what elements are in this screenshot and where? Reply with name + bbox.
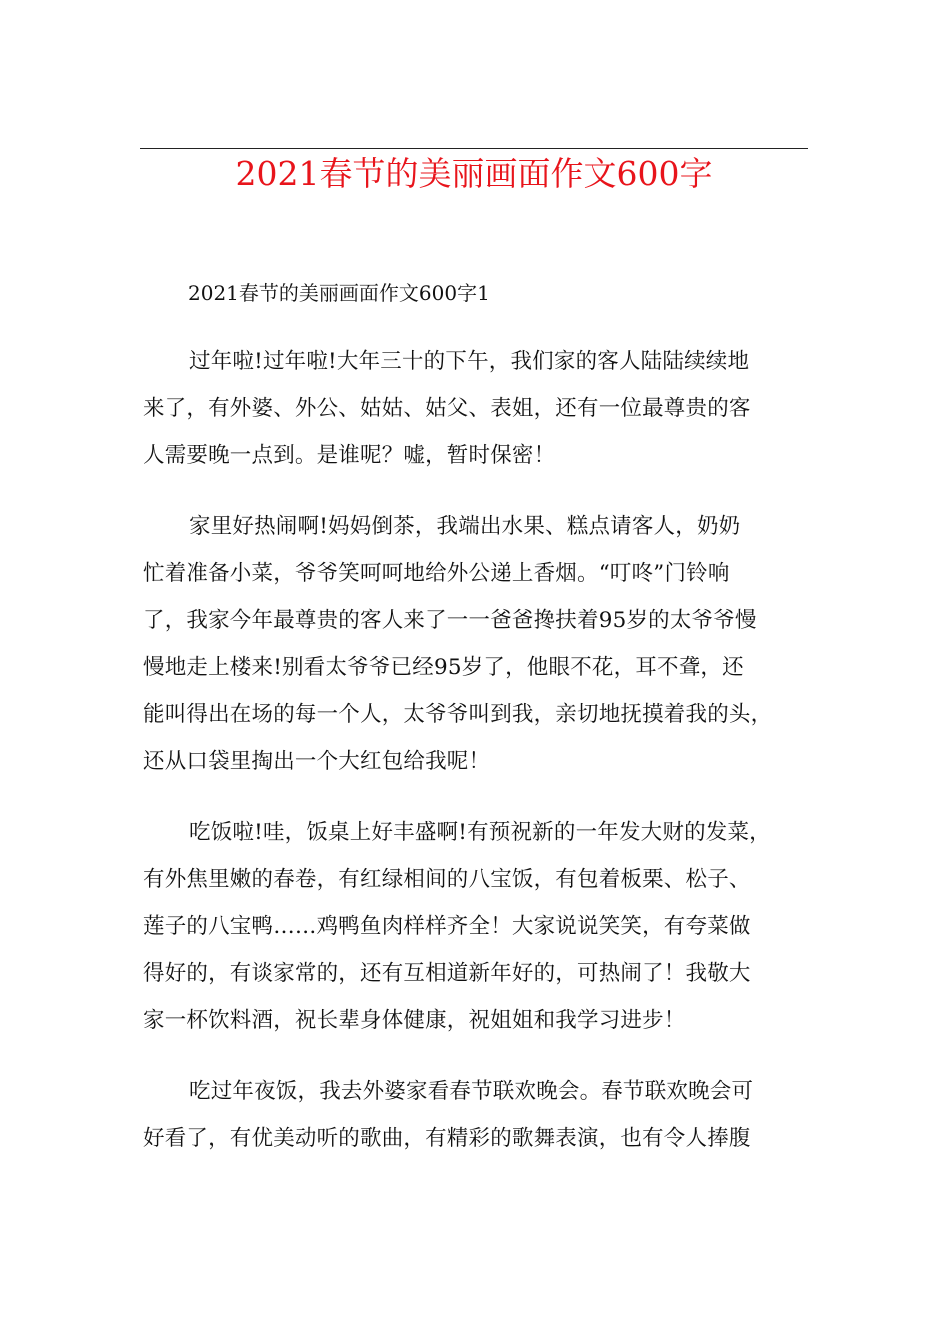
paragraph-1	[143, 338, 809, 479]
paragraph-4	[143, 1068, 809, 1162]
document-body	[143, 276, 809, 1186]
text-line: 人需要晚一点到。是谁呢？嘘，暂时保密！	[143, 443, 556, 468]
text-line: 吃饭啦!哇，饭桌上好丰盛啊!有预祝新的一年发大财的发菜，	[189, 820, 771, 845]
text-line: 还从口袋里掏出一个大红包给我呢！	[143, 749, 491, 774]
text-line: 好看了，有优美动听的歌曲，有精彩的歌舞表演，也有令人捧腹	[143, 1126, 751, 1151]
text-line: 慢地走上楼来!别看太爷爷已经95岁了，他眼不花，耳不聋，还	[143, 655, 744, 680]
text-line: 过年啦!过年啦!大年三十的下午，我们家的客人陆陆续续地	[189, 349, 750, 374]
text-line: 有外焦里嫩的春卷，有红绿相间的八宝饭，有包着板栗、松子、	[143, 867, 751, 892]
header-rule	[140, 148, 808, 149]
text-line: 莲子的八宝鸭……鸡鸭鱼肉样样齐全！大家说说笑笑，有夸菜做	[143, 914, 751, 939]
text-line: 了，我家今年最尊贵的客人来了一一爸爸搀扶着95岁的太爷爷慢	[143, 608, 757, 633]
text-line: 能叫得出在场的每一个人，太爷爷叫到我，亲切地抚摸着我的头，	[143, 702, 773, 727]
text-line: 得好的，有谈家常的，还有互相道新年好的，可热闹了！我敬大	[143, 961, 751, 986]
section-heading: 2021春节的美丽画面作文600字1	[188, 281, 490, 305]
paragraph-2	[143, 503, 809, 785]
document-title: 2021春节的美丽画面作文600字	[235, 154, 713, 193]
paragraph-3	[143, 809, 809, 1044]
text-line: 来了，有外婆、外公、姑姑、姑父、表姐，还有一位最尊贵的客	[143, 396, 751, 421]
text-line: 吃过年夜饭，我去外婆家看春节联欢晚会。春节联欢晚会可	[189, 1079, 754, 1104]
text-line: 家一杯饮料酒，祝长辈身体健康，祝姐姐和我学习进步！	[143, 1008, 686, 1033]
text-line: 家里好热闹啊!妈妈倒茶，我端出水果、糕点请客人，奶奶	[189, 514, 741, 539]
text-line: 忙着准备小菜，爷爷笑呵呵地给外公递上香烟。“叮咚”门铃响	[143, 561, 730, 586]
